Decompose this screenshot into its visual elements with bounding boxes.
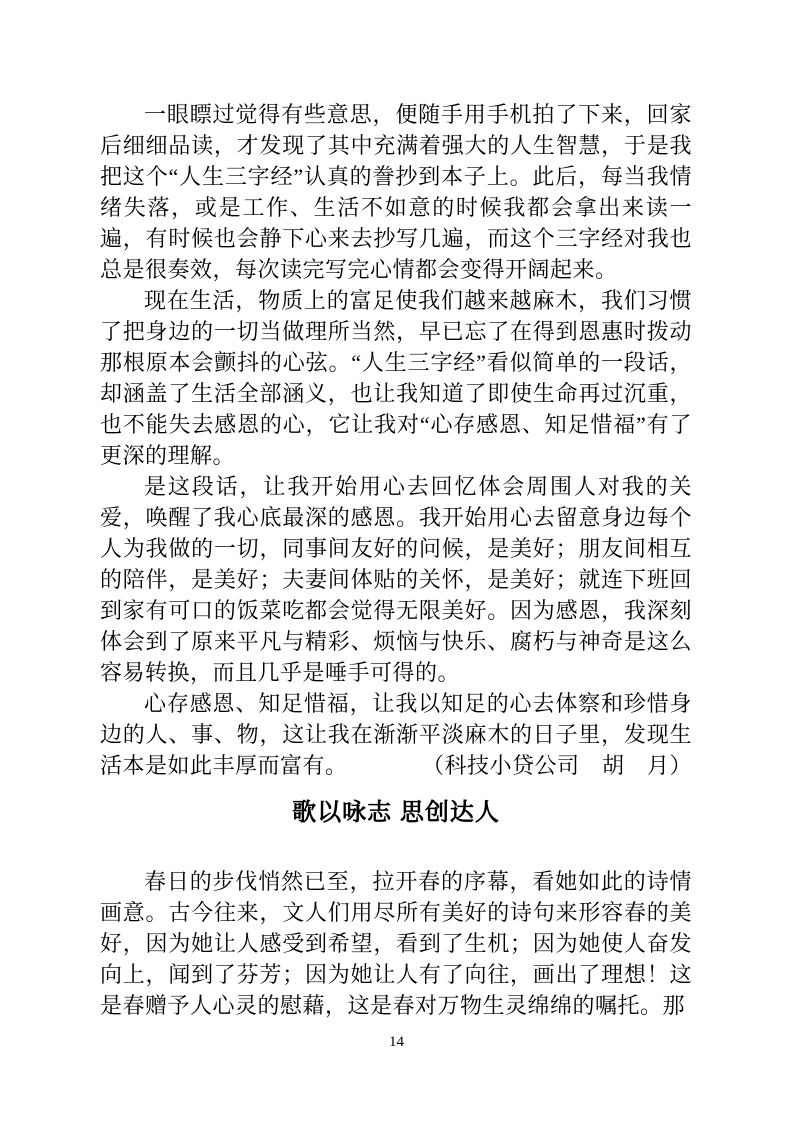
article-title: 歌以咏志 思创达人 — [292, 799, 500, 826]
paragraph-4 — [100, 688, 692, 781]
paragraph-5: 春日的步伐悄然已至，拉开春的序幕，看她如此的诗情画意。古今往来，文人们用尽所有美好的诗句来形容春的美好，因为她让人感受到希望，看到了生机；因为她使人奋发向上，闻到了芬芳；因为她让人有了向往，画出了理想！这是春赠予人心灵的慰藉，这是春对万物生灵绵绵的嘱托。那 — [100, 869, 692, 1018]
paragraph-4-text: 心存感恩、知足惜福，让我以知足的心去体察和珍惜身边的人、事、物，这让我在渐渐平淡麻木的日子里，发现生活本是如此丰厚而富有。 — [100, 691, 692, 778]
page-number: 14 — [389, 1034, 404, 1050]
page-content — [100, 99, 692, 1021]
article-attribution: （科技小贷公司 胡 月） — [421, 753, 692, 778]
paragraph-1: 一眼瞟过觉得有些意思，便随手用手机拍了下来，回家后细细品读，才发现了其中充满着强大的人生智慧，于是我把这个“人生三字经”认真的誊抄到本子上。此后，每当我情绪失落，或是工作、生活不如意的时候我都会拿出来读一遍，有时候也会静下心来去抄写几遍，而这个三字经对我也总是很奏效，每次读完写完心情都会变得开阔起来。 — [100, 102, 692, 282]
paragraph-3: 是这段话，让我开始用心去回忆体会周围人对我的关爱，唤醒了我心底最深的感恩。我开始用心去留意身边每个人为我做的一切，同事间友好的问候，是美好；朋友间相互的陪伴，是美好；夫妻间体贴的关怀，是美好；就连下班回到家有可口的饭菜吃都会觉得无限美好。因为感恩，我深刻体会到了原来平凡与精彩、烦恼与快乐、腐朽与神奇是这么容易转换，而且几乎是唾手可得的。 — [100, 474, 692, 685]
paragraph-2: 现在生活，物质上的富足使我们越来越麻木，我们习惯了把身边的一切当做理所当然，早已忘了在得到恩惠时拨动那根原本会颤抖的心弦。“人生三字经”看似简单的一段话，却涵盖了生活全部涵义，也让我知道了即使生命再过沉重，也不能失去感恩的心，它让我对“心存感恩、知足惜福”有了更深的理解。 — [100, 288, 692, 468]
